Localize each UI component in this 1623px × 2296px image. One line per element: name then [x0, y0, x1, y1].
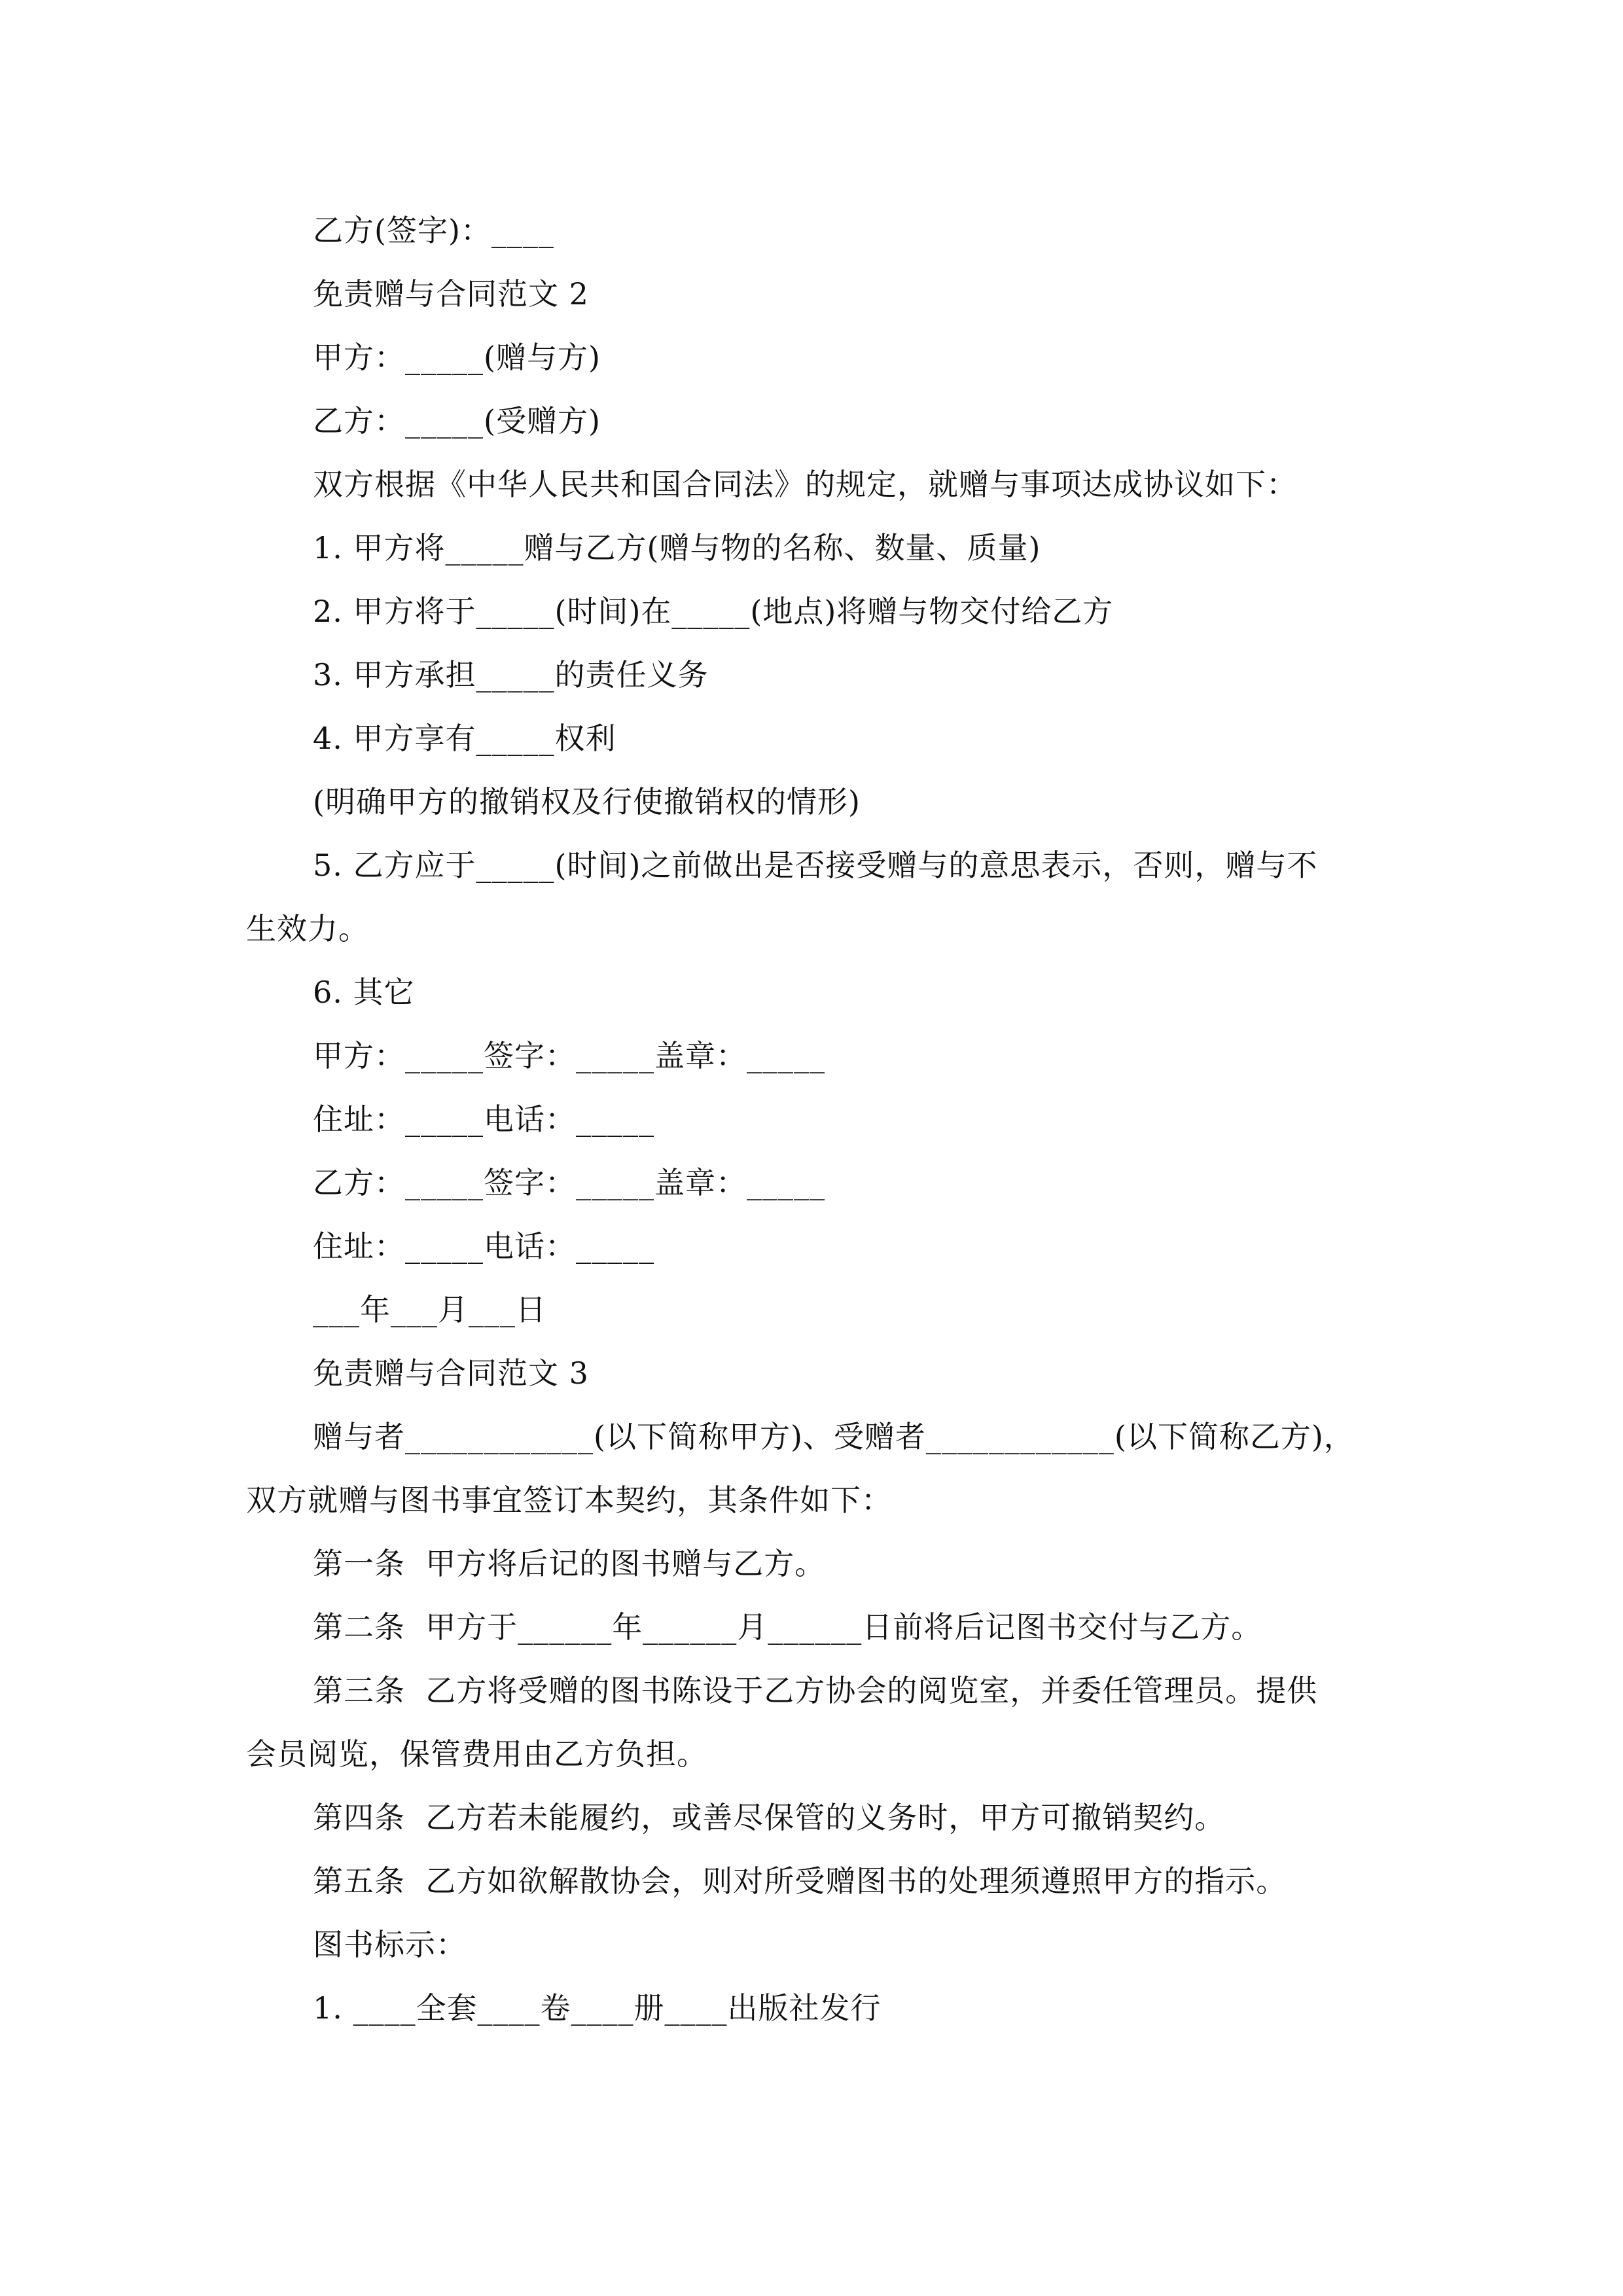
text-line: 4. 甲方享有_____权利	[313, 721, 616, 756]
text-line: 生效力。	[246, 911, 369, 946]
text-line: 赠与者____________(以下简称甲方)、受赠者____________(以下简称乙方)，	[313, 1419, 1355, 1454]
text-line: (明确甲方的撤销权及行使撤销权的情形)	[313, 784, 861, 819]
text-line: 第三条 乙方将受赠的图书陈设于乙方协会的阅览室，并委任管理员。提供	[313, 1673, 1318, 1708]
text-line: 1. ____全套____卷____册____出版社发行	[313, 1990, 882, 2026]
text-line: 甲方：_____签字：_____盖章：_____	[313, 1038, 825, 1073]
text-line: 3. 甲方承担_____的责任义务	[313, 657, 709, 692]
text-line: 第四条 乙方若未能履约，或善尽保管的义务时，甲方可撤销契约。	[313, 1800, 1226, 1835]
text-line: 5. 乙方应于_____(时间)之前做出是否接受赠与的意思表示，否则，赠与不	[313, 848, 1318, 883]
text-line: 双方就赠与图书事宜签订本契约，其条件如下：	[246, 1482, 892, 1518]
text-line: 会员阅览，保管费用由乙方负担。	[246, 1736, 707, 1772]
text-line: 第一条 甲方将后记的图书赠与乙方。	[313, 1546, 826, 1581]
text-line: 双方根据《中华人民共和国合同法》的规定，就赠与事项达成协议如下：	[313, 467, 1297, 502]
text-line: 住址：_____电话：_____	[313, 1102, 654, 1137]
text-line: 住址：_____电话：_____	[313, 1229, 654, 1264]
text-line: 甲方：_____(赠与方)	[313, 340, 601, 375]
text-line: 6. 其它	[313, 975, 415, 1010]
text-line: 第五条 乙方如欲解散协会，则对所受赠图书的处理须遵照甲方的指示。	[313, 1863, 1287, 1899]
section-heading: 免责赠与合同范文 2	[313, 276, 589, 312]
text-line: 乙方：_____签字：_____盖章：_____	[313, 1165, 825, 1200]
text-line: 1. 甲方将_____赠与乙方(赠与物的名称、数量、质量)	[313, 530, 1041, 565]
text-line: 乙方(签字)：____	[313, 213, 554, 248]
text-line: 第二条 甲方于______年______月______日前将后记图书交付与乙方。	[313, 1609, 1262, 1645]
text-line: 2. 甲方将于_____(时间)在_____(地点)将赠与物交付给乙方	[313, 594, 1114, 629]
text-line: 图书标示：	[313, 1927, 467, 1962]
text-line: ___年___月___日	[313, 1292, 546, 1327]
text-line: 乙方：_____(受赠方)	[313, 403, 601, 439]
section-heading: 免责赠与合同范文 3	[313, 1355, 589, 1391]
